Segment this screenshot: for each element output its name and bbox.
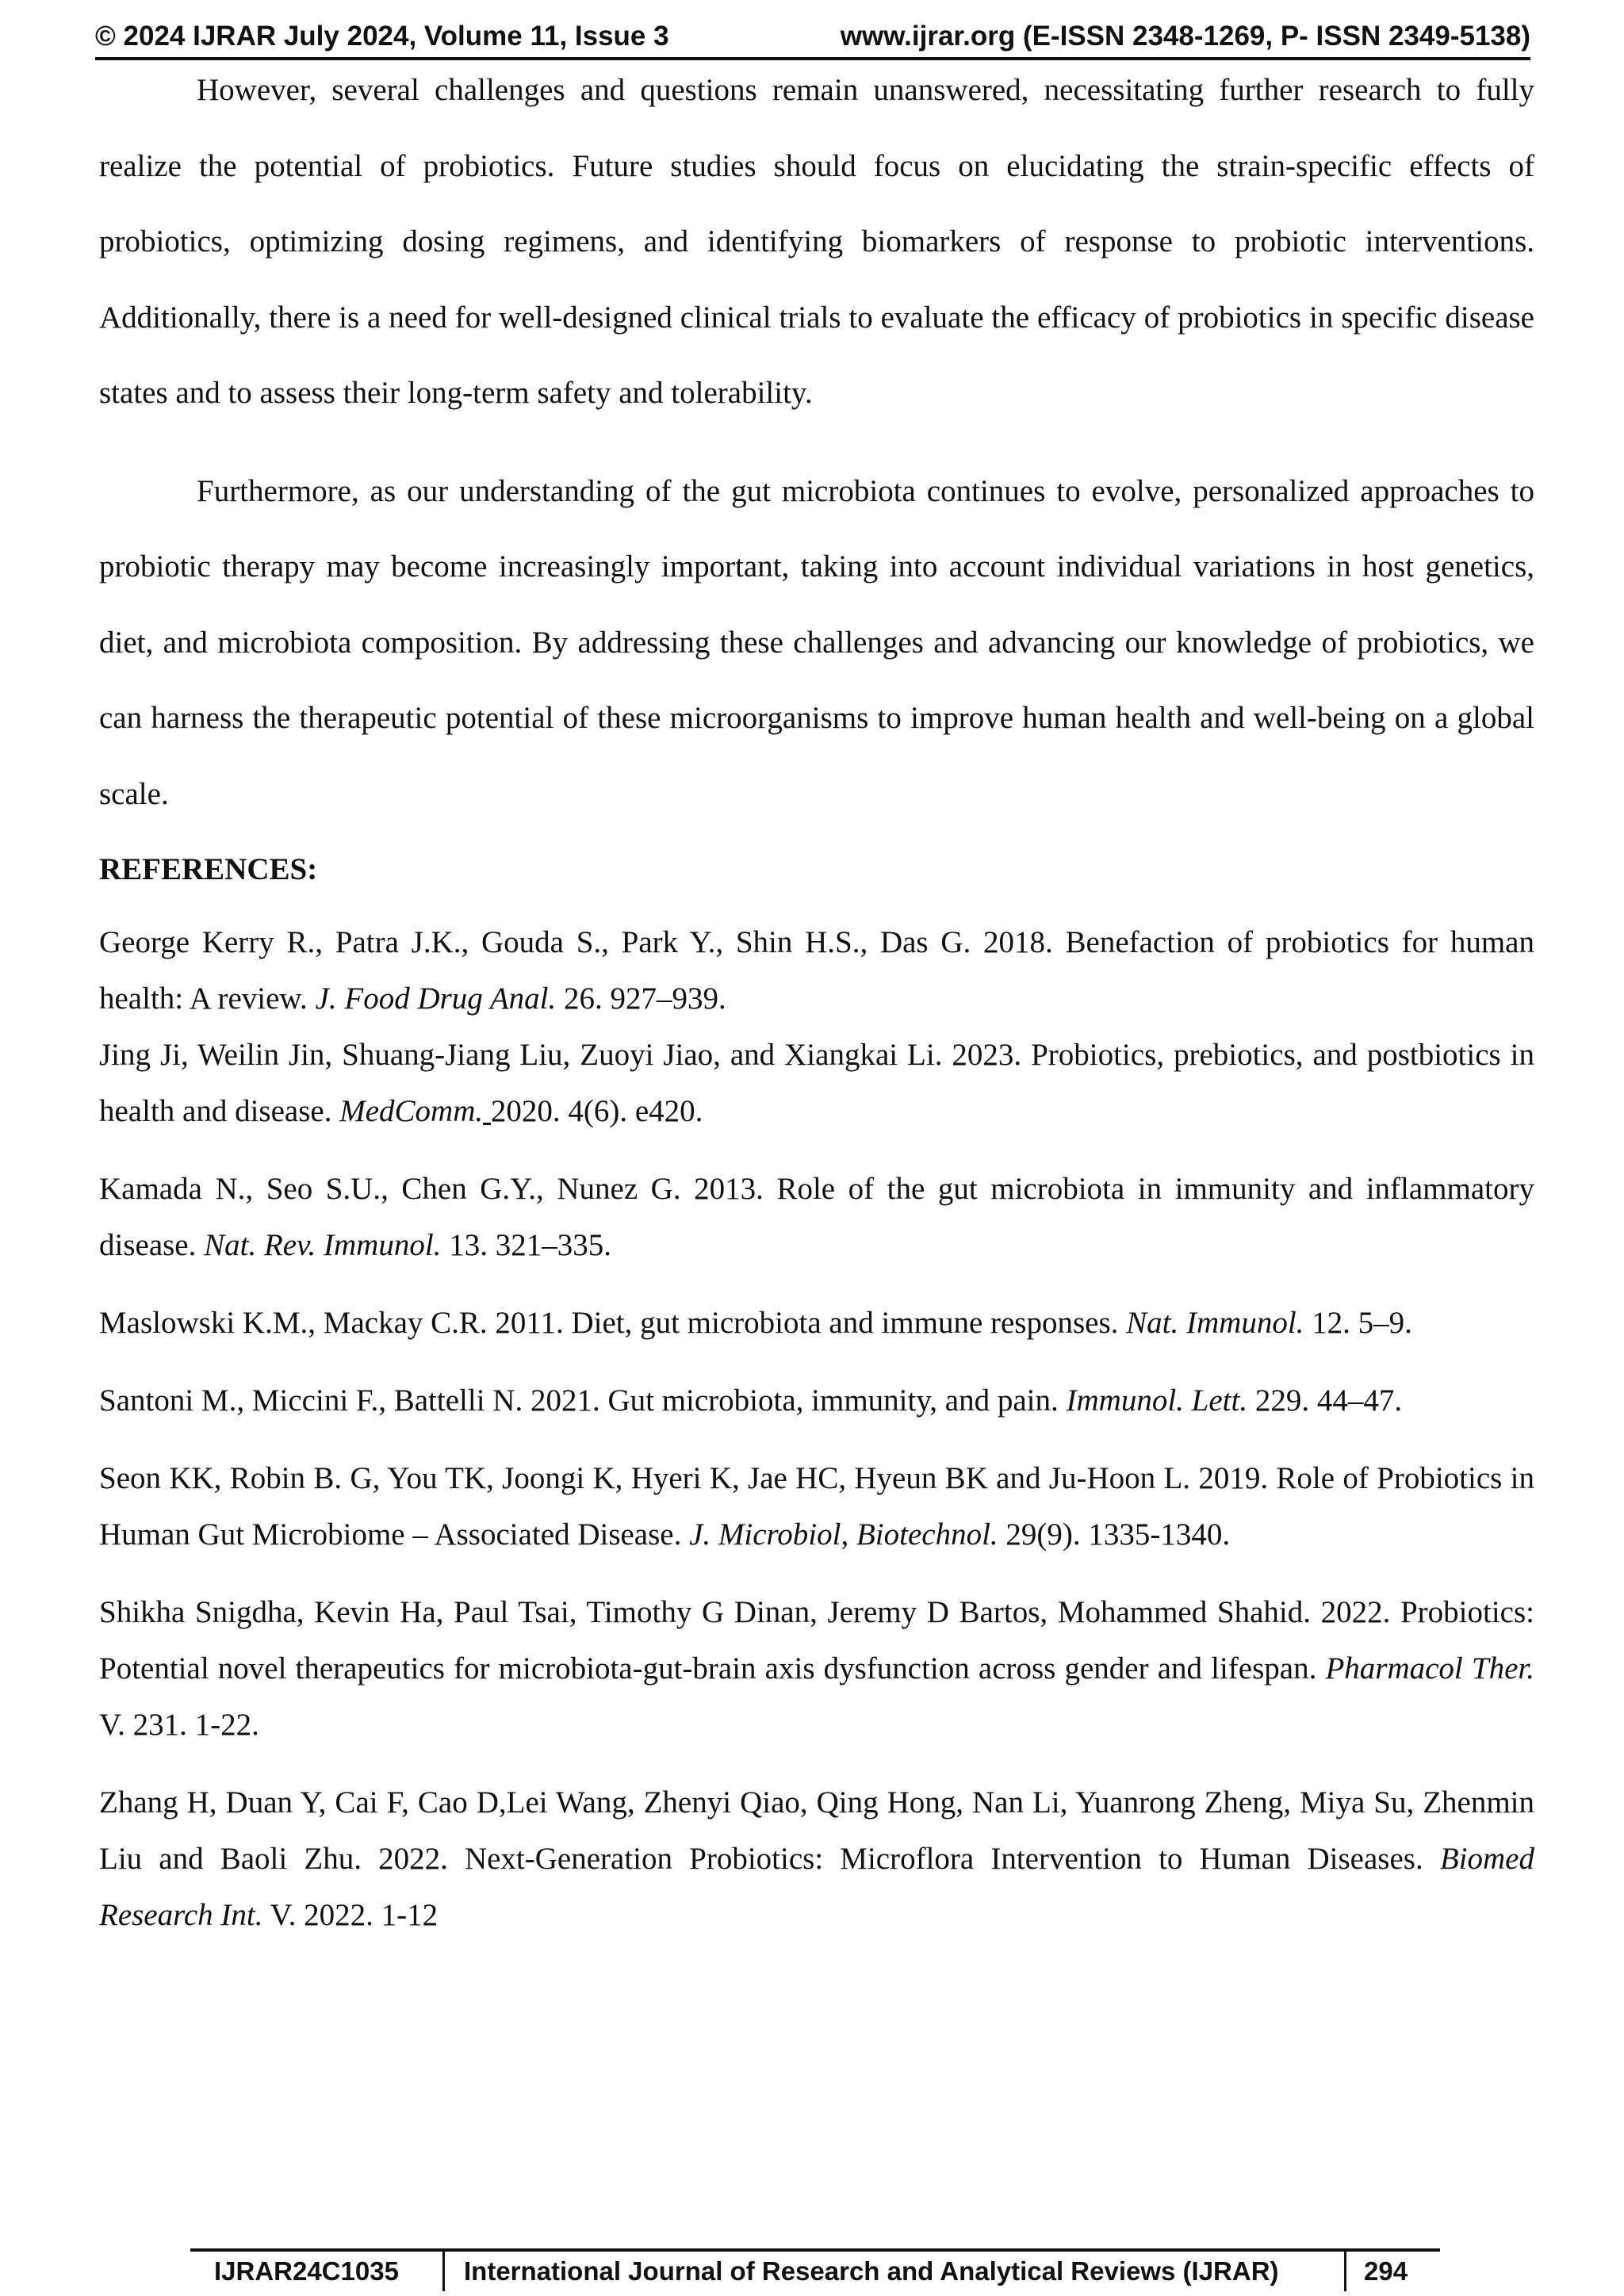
reference-tail: 13. 321–335. (441, 1228, 611, 1262)
reference-item (99, 1161, 1534, 1273)
reference-journal: MedComm. (339, 1094, 484, 1128)
page-footer (190, 2248, 1440, 2291)
reference-item (99, 914, 1534, 1027)
footer-divider (1344, 2252, 1346, 2291)
reference-item (99, 1295, 1534, 1351)
reference-journal: Nat. Rev. Immunol. (204, 1228, 442, 1262)
reference-text: Zhang H, Duan Y, Cai F, Cao D,Lei Wang, Zhenyi Qiao, Qing Hong, Nan Li, Yuanrong Zheng, Miya Su, Zhenmin Liu and Baoli Zhu. 2022. Next-Generation Probiotics: Microflora Intervention to Human Diseases. (99, 1785, 1534, 1876)
reference-underline (483, 1094, 491, 1128)
reference-text: Santoni M., Miccini F., Battelli N. 2021. Gut microbiota, immunity, and pain. (99, 1383, 1067, 1418)
reference-tail: 26. 927–939. (556, 982, 726, 1016)
reference-text: George Kerry R., Patra J.K., Gouda S., Park Y., Shin H.S., Das G. 2018. Benefaction of probiotics for human health: A review. (99, 925, 1534, 1016)
reference-text: Seon KK, Robin B. G, You TK, Joongi K, Hyeri K, Jae HC, Hyeun BK and Ju-Hoon L. 2019. Role of Probiotics in Human Gut Microbiome – Associated Disease. (99, 1461, 1534, 1552)
reference-text: Jing Ji, Weilin Jin, Shuang-Jiang Liu, Zuoyi Jiao, and Xiangkai Li. 2023. Probiotics, prebiotics, and postbiotics in health and disease. (99, 1038, 1534, 1128)
footer-journal-name: International Journal of Research and Analytical Reviews (IJRAR) (464, 2256, 1279, 2286)
reference-tail: V. 231. 1-22. (99, 1708, 259, 1742)
references-heading: REFERENCES: (99, 852, 318, 886)
reference-journal: J. Food Drug Anal. (315, 982, 557, 1016)
body-paragraph: However, several challenges and questions remain unanswered, necessitating further research to fully realize the potential of probiotics. Future studies should focus on elucidating the strain-specific effects of probiotics, optimizing dosing regimens, and identifying biomarkers of response to probiotic interventions. Additionally, there is a need for well-designed clinical trials to evaluate the efficacy of probiotics in specific disease states and to assess their long-term safety and tolerability. (99, 73, 1534, 410)
header-issue-info: © 2024 IJRAR July 2024, Volume 11, Issue 3 (95, 21, 669, 52)
reference-tail: 2020. 4(6). e420. (490, 1094, 703, 1128)
reference-item (99, 1584, 1534, 1753)
reference-text: Kamada N., Seo S.U., Chen G.Y., Nunez G. 2013. Role of the gut microbiota in immunity and inflammatory disease. (99, 1172, 1534, 1262)
reference-text: Shikha Snigdha, Kevin Ha, Paul Tsai, Timothy G Dinan, Jeremy D Bartos, Mohammed Shahid. 2022. Probiotics: Potential novel therapeutics for microbiota-gut-brain axis dysfunction across gender and lifespan. (99, 1595, 1534, 1686)
reference-journal: Pharmacol Ther. (1325, 1651, 1534, 1686)
reference-journal: Immunol. Lett. (1066, 1383, 1248, 1418)
reference-journal: Nat. Immunol. (1126, 1306, 1304, 1340)
reference-tail: 12. 5–9. (1304, 1306, 1412, 1340)
body-paragraph: Furthermore, as our understanding of the gut microbiota continues to evolve, personalized approaches to probiotic therapy may become increasingly important, taking into account individual variations in host genetics, diet, and microbiota composition. By addressing these challenges and advancing our knowledge of probiotics, we can harness the therapeutic potential of these microorganisms to improve human health and well-being on a global scale. (99, 473, 1534, 811)
reference-journal: Biomed Research Int. (99, 1842, 1534, 1932)
reference-item (99, 1450, 1534, 1563)
reference-journal: J. Microbiol, Biotechnol. (689, 1517, 998, 1552)
header-website-issn[interactable]: www.ijrar.org (E-ISSN 2348-1269, P- ISSN 2349-5138) (840, 21, 1530, 52)
reference-tail: 229. 44–47. (1247, 1383, 1403, 1418)
reference-tail: V. 2022. 1-12 (262, 1898, 439, 1932)
reference-tail: 29(9). 1335-1340. (998, 1517, 1231, 1552)
footer-divider (442, 2252, 445, 2291)
page-body (99, 52, 1534, 1943)
reference-item (99, 1774, 1534, 1943)
reference-list (99, 914, 1534, 1943)
reference-item (99, 1027, 1534, 1139)
page-number: 294 (1364, 2256, 1408, 2286)
reference-text: Maslowski K.M., Mackay C.R. 2011. Diet, gut microbiota and immune responses. (99, 1306, 1127, 1340)
footer-paper-id: IJRAR24C1035 (214, 2256, 399, 2286)
reference-item (99, 1372, 1534, 1429)
